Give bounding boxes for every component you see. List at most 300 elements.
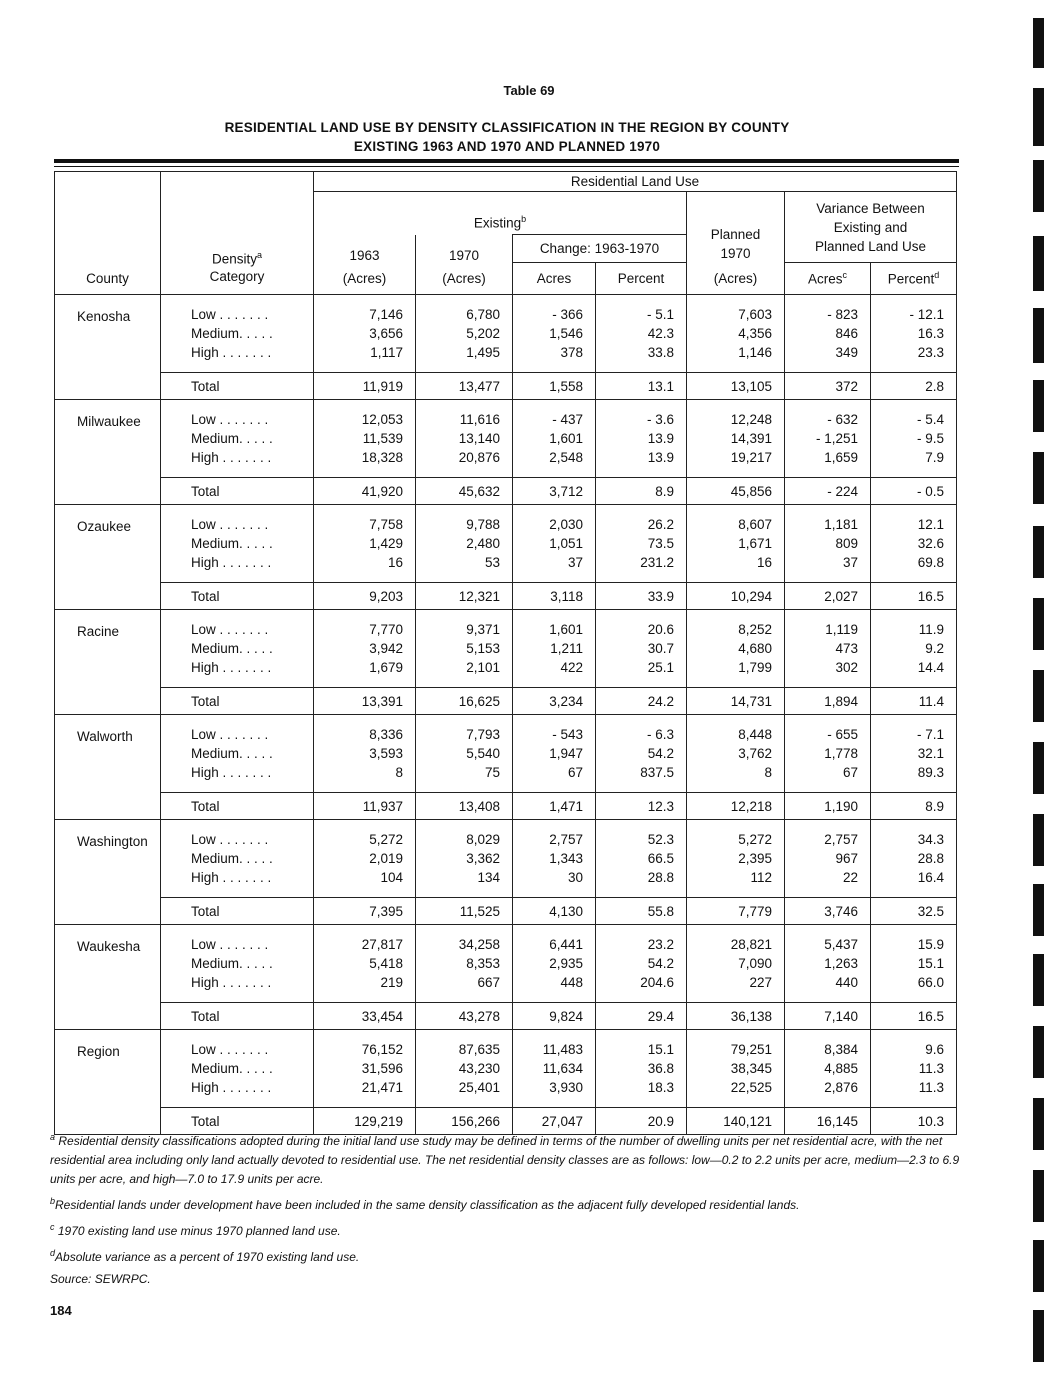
acres-1970: 8,353 <box>416 954 513 973</box>
density-category: Low . . . . . . . <box>161 725 314 744</box>
spacer-cell <box>513 400 596 411</box>
spacer-cell <box>871 400 957 411</box>
planned-1970: 3,762 <box>687 744 785 763</box>
total-acres-1963: 11,937 <box>314 793 416 820</box>
density-category: High . . . . . . . <box>161 658 314 677</box>
table-row <box>55 343 957 362</box>
spacer-cell <box>785 1030 871 1041</box>
acres-1970: 87,635 <box>416 1040 513 1059</box>
title-rule-thin <box>54 166 959 167</box>
spacer-cell <box>314 1097 416 1108</box>
variance-acres: 2,876 <box>785 1078 871 1097</box>
spacer-cell <box>785 1097 871 1108</box>
spacer-cell <box>871 362 957 373</box>
county-name: Walworth <box>55 725 161 820</box>
county-name: Kenosha <box>55 305 161 400</box>
acres-1970: 6,780 <box>416 305 513 324</box>
planned-1970: 19,217 <box>687 448 785 467</box>
edge-mark <box>1033 670 1044 722</box>
spacer-cell <box>314 572 416 583</box>
variance-acres: 349 <box>785 343 871 362</box>
spacer-cell <box>161 1097 314 1108</box>
spacer-cell <box>513 715 596 726</box>
spacer-cell <box>596 677 687 688</box>
total-change-percent: 55.8 <box>596 898 687 925</box>
footnote-a-text: Residential density classifications adopted during the initial land use study may be defined in terms of the number of dwelling units per net residential acre, with the net residential area including only land actually devoted to residential use. The net residential density classes are as follows: low—0.2 to 2.2 units per acre, medium—2.3 to 6.9 units per acre, and high—7.0 to 17.9 units per acre. <box>50 1134 960 1186</box>
total-acres-1970: 12,321 <box>416 583 513 610</box>
spacer-cell <box>785 992 871 1003</box>
edge-mark <box>1033 1098 1044 1150</box>
spacer-cell <box>55 400 161 411</box>
change-acres: - 366 <box>513 305 596 324</box>
acres-1963: 21,471 <box>314 1078 416 1097</box>
edge-mark <box>1033 1310 1044 1362</box>
acres-1963: 104 <box>314 868 416 887</box>
density-category: Low . . . . . . . <box>161 1040 314 1059</box>
spacer-cell <box>416 1097 513 1108</box>
total-planned-1970: 10,294 <box>687 583 785 610</box>
density-category: Medium. . . . . <box>161 954 314 973</box>
change-acres: 2,030 <box>513 515 596 534</box>
spacer-cell <box>871 505 957 516</box>
total-acres-1963: 9,203 <box>314 583 416 610</box>
variance-acres: - 823 <box>785 305 871 324</box>
footnote-c-text: 1970 existing land use minus 1970 planned land use. <box>57 1224 341 1238</box>
variance-acres: 1,263 <box>785 954 871 973</box>
change-acres: 11,634 <box>513 1059 596 1078</box>
total-acres-1970: 45,632 <box>416 478 513 505</box>
change-acres: 11,483 <box>513 1040 596 1059</box>
spacer-cell <box>161 467 314 478</box>
total-variance-percent: 32.5 <box>871 898 957 925</box>
change-percent: 13.9 <box>596 448 687 467</box>
planned-1970: 4,356 <box>687 324 785 343</box>
spacer-cell <box>314 1030 416 1041</box>
change-acres: 2,548 <box>513 448 596 467</box>
spacer-cell <box>687 572 785 583</box>
spacer-cell <box>314 677 416 688</box>
density-category: Medium. . . . . <box>161 849 314 868</box>
change-percent: - 6.3 <box>596 725 687 744</box>
change-acres: 30 <box>513 868 596 887</box>
spacer-cell <box>161 925 314 936</box>
acres-1963: 3,942 <box>314 639 416 658</box>
change-acres: 378 <box>513 343 596 362</box>
variance-acres: 846 <box>785 324 871 343</box>
variance-percent: - 9.5 <box>871 429 957 448</box>
total-planned-1970: 14,731 <box>687 688 785 715</box>
total-variance-acres: 2,027 <box>785 583 871 610</box>
change-acres: 1,343 <box>513 849 596 868</box>
acres-1963: 76,152 <box>314 1040 416 1059</box>
variance-percent: 15.1 <box>871 954 957 973</box>
total-variance-percent: 2.8 <box>871 373 957 400</box>
spacer-cell <box>513 925 596 936</box>
density-category: Low . . . . . . . <box>161 515 314 534</box>
total-variance-acres: 3,746 <box>785 898 871 925</box>
spacer-cell <box>687 467 785 478</box>
density-category: High . . . . . . . <box>161 448 314 467</box>
acres-1963: 5,272 <box>314 830 416 849</box>
change-acres: - 437 <box>513 410 596 429</box>
county-name: Racine <box>55 620 161 715</box>
county-name: Washington <box>55 830 161 925</box>
spacer-cell <box>596 362 687 373</box>
acres-1970: 1,495 <box>416 343 513 362</box>
variance-percent: 69.8 <box>871 553 957 572</box>
land-use-table <box>54 171 957 1135</box>
spacer-cell <box>687 1030 785 1041</box>
total-change-percent: 12.3 <box>596 793 687 820</box>
spacer-cell <box>596 467 687 478</box>
table-row <box>55 429 957 448</box>
planned-1970: 5,272 <box>687 830 785 849</box>
variance-percent: 14.4 <box>871 658 957 677</box>
total-label: Total <box>161 1108 314 1135</box>
spacer-cell <box>55 925 161 936</box>
footnote-a <box>50 1128 962 1189</box>
variance-acres: 1,659 <box>785 448 871 467</box>
spacer-cell <box>687 295 785 306</box>
table-row <box>55 448 957 467</box>
variance-percent: 89.3 <box>871 763 957 782</box>
spacer-cell <box>55 820 161 831</box>
header-category-label: Category <box>209 269 265 284</box>
planned-1970: 112 <box>687 868 785 887</box>
total-change-acres: 3,712 <box>513 478 596 505</box>
spacer-cell <box>785 505 871 516</box>
footnote-d-mark: d <box>934 270 940 281</box>
footnote-b <box>50 1192 962 1215</box>
variance-acres: 37 <box>785 553 871 572</box>
acres-1963: 5,418 <box>314 954 416 973</box>
change-acres: 67 <box>513 763 596 782</box>
spacer-cell <box>687 820 785 831</box>
spacer-cell <box>513 610 596 621</box>
county-name: Milwaukee <box>55 410 161 505</box>
change-percent: 25.1 <box>596 658 687 677</box>
total-label: Total <box>161 583 314 610</box>
spacer-cell <box>314 400 416 411</box>
header-existing <box>314 192 687 235</box>
total-change-percent: 20.9 <box>596 1108 687 1135</box>
change-acres: 2,935 <box>513 954 596 973</box>
spacer-cell <box>416 715 513 726</box>
density-category: High . . . . . . . <box>161 1078 314 1097</box>
change-acres: 422 <box>513 658 596 677</box>
header-1963-acres: (Acres) <box>314 263 416 295</box>
total-variance-percent: 16.5 <box>871 1003 957 1030</box>
acres-1963: 7,758 <box>314 515 416 534</box>
change-percent: 23.2 <box>596 935 687 954</box>
spacer-cell <box>687 677 785 688</box>
total-change-acres: 27,047 <box>513 1108 596 1135</box>
spacer-cell <box>871 677 957 688</box>
change-percent: 28.8 <box>596 868 687 887</box>
variance-percent: 32.6 <box>871 534 957 553</box>
spacer-cell <box>513 992 596 1003</box>
planned-1970: 16 <box>687 553 785 572</box>
acres-1970: 9,788 <box>416 515 513 534</box>
variance-percent: 28.8 <box>871 849 957 868</box>
spacer-cell <box>871 820 957 831</box>
total-acres-1970: 13,408 <box>416 793 513 820</box>
footnotes <box>50 1128 962 1292</box>
change-acres: 448 <box>513 973 596 992</box>
spacer-cell <box>785 400 871 411</box>
header-change-acres: Acres <box>513 263 596 295</box>
header-variance-percent <box>871 263 957 295</box>
spacer-cell <box>416 677 513 688</box>
header-1970-acres: (Acres) <box>416 263 513 295</box>
total-variance-acres: - 224 <box>785 478 871 505</box>
planned-1970: 22,525 <box>687 1078 785 1097</box>
spacer-cell <box>687 887 785 898</box>
total-planned-1970: 12,218 <box>687 793 785 820</box>
edge-mark <box>1033 1170 1044 1222</box>
edge-mark <box>1033 380 1044 432</box>
variance-acres: 2,757 <box>785 830 871 849</box>
variance-acres: - 1,251 <box>785 429 871 448</box>
planned-1970: 8,252 <box>687 620 785 639</box>
acres-1963: 2,019 <box>314 849 416 868</box>
table-row <box>55 305 957 324</box>
change-percent: 54.2 <box>596 744 687 763</box>
spacer-cell <box>513 1097 596 1108</box>
acres-1970: 3,362 <box>416 849 513 868</box>
variance-acres: 1,119 <box>785 620 871 639</box>
spacer-cell <box>416 400 513 411</box>
variance-percent: 23.3 <box>871 343 957 362</box>
acres-1963: 18,328 <box>314 448 416 467</box>
spacer-cell <box>416 572 513 583</box>
spacer-cell <box>416 295 513 306</box>
spacer-cell <box>314 782 416 793</box>
spacer-cell <box>513 677 596 688</box>
acres-1970: 9,371 <box>416 620 513 639</box>
edge-mark <box>1033 954 1044 1006</box>
spacer-cell <box>55 295 161 306</box>
total-change-acres: 9,824 <box>513 1003 596 1030</box>
planned-1970: 1,671 <box>687 534 785 553</box>
total-variance-percent: - 0.5 <box>871 478 957 505</box>
header-variance-acres <box>785 263 871 295</box>
spacer-cell <box>161 295 314 306</box>
total-planned-1970: 36,138 <box>687 1003 785 1030</box>
change-acres: 1,601 <box>513 429 596 448</box>
footnote-c-marker: c <box>50 1222 55 1232</box>
spacer-cell <box>596 505 687 516</box>
spacer-cell <box>596 295 687 306</box>
change-acres: 1,051 <box>513 534 596 553</box>
spacer-cell <box>596 715 687 726</box>
spacer-cell <box>687 400 785 411</box>
total-variance-percent: 10.3 <box>871 1108 957 1135</box>
change-percent: 66.5 <box>596 849 687 868</box>
edge-mark <box>1033 1240 1044 1292</box>
acres-1963: 8,336 <box>314 725 416 744</box>
total-row <box>55 898 957 925</box>
total-planned-1970: 7,779 <box>687 898 785 925</box>
footnote-d-marker: d <box>50 1248 56 1258</box>
footnote-c <box>50 1218 962 1241</box>
variance-percent: 11.9 <box>871 620 957 639</box>
planned-1970: 4,680 <box>687 639 785 658</box>
spacer-cell <box>416 992 513 1003</box>
table-row <box>55 868 957 887</box>
spacer-cell <box>785 782 871 793</box>
spacer-cell <box>596 1030 687 1041</box>
table-row <box>55 639 957 658</box>
total-acres-1963: 11,919 <box>314 373 416 400</box>
spacer-cell <box>513 782 596 793</box>
acres-1970: 7,793 <box>416 725 513 744</box>
spacer-cell <box>785 925 871 936</box>
header-1970-year: 1970 <box>416 235 513 263</box>
spacer-cell <box>513 295 596 306</box>
table-row <box>55 973 957 992</box>
county-name: Region <box>55 1040 161 1135</box>
spacer-cell <box>785 295 871 306</box>
footnote-b-marker: b <box>50 1196 56 1206</box>
spacer-cell <box>161 715 314 726</box>
change-percent: 15.1 <box>596 1040 687 1059</box>
change-percent: 20.6 <box>596 620 687 639</box>
spacer-cell <box>871 572 957 583</box>
spacer-cell <box>314 505 416 516</box>
change-percent: - 5.1 <box>596 305 687 324</box>
acres-1963: 7,146 <box>314 305 416 324</box>
variance-percent: - 5.4 <box>871 410 957 429</box>
change-percent: 837.5 <box>596 763 687 782</box>
spacer-cell <box>871 1097 957 1108</box>
planned-1970: 8,607 <box>687 515 785 534</box>
spacer-cell <box>55 610 161 621</box>
spacer-cell <box>687 610 785 621</box>
density-category: Medium. . . . . <box>161 534 314 553</box>
header-planned-acres: (Acres) <box>687 263 785 295</box>
spacer-cell <box>55 505 161 516</box>
spacer-cell <box>785 677 871 688</box>
change-acres: 37 <box>513 553 596 572</box>
density-category: High . . . . . . . <box>161 973 314 992</box>
spacer-cell <box>161 505 314 516</box>
spacer-cell <box>161 400 314 411</box>
spacer-cell <box>785 610 871 621</box>
spacer-cell <box>785 715 871 726</box>
spacer-cell <box>785 887 871 898</box>
variance-acres: 22 <box>785 868 871 887</box>
planned-1970: 2,395 <box>687 849 785 868</box>
spacer-cell <box>416 610 513 621</box>
density-category: Low . . . . . . . <box>161 305 314 324</box>
header-density-label: Density <box>211 251 257 266</box>
footnote-d-text: Absolute variance as a percent of 1970 existing land use. <box>55 1250 360 1264</box>
total-acres-1963: 33,454 <box>314 1003 416 1030</box>
spacer-cell <box>416 1030 513 1041</box>
spacer-cell <box>161 610 314 621</box>
variance-acres: 302 <box>785 658 871 677</box>
acres-1970: 11,616 <box>416 410 513 429</box>
variance-acres: 473 <box>785 639 871 658</box>
edge-mark <box>1033 814 1044 866</box>
variance-acres: 8,384 <box>785 1040 871 1059</box>
spacer-cell <box>513 887 596 898</box>
planned-1970: 7,090 <box>687 954 785 973</box>
planned-1970: 7,603 <box>687 305 785 324</box>
total-label: Total <box>161 898 314 925</box>
variance-percent: 16.3 <box>871 324 957 343</box>
variance-percent: 11.3 <box>871 1059 957 1078</box>
spacer-cell <box>314 887 416 898</box>
spacer-cell <box>416 362 513 373</box>
footnote-b-text: Residential lands under development have been included in the same density classification as the adjacent fully developed residential lands. <box>55 1198 800 1212</box>
change-percent: 13.9 <box>596 429 687 448</box>
spacer-cell <box>314 925 416 936</box>
change-percent: - 3.6 <box>596 410 687 429</box>
variance-percent: 16.4 <box>871 868 957 887</box>
table-row <box>55 954 957 973</box>
spacer-cell <box>687 1097 785 1108</box>
change-acres: 6,441 <box>513 935 596 954</box>
footnote-c-mark: c <box>842 270 847 281</box>
total-change-acres: 3,118 <box>513 583 596 610</box>
spacer-cell <box>161 992 314 1003</box>
acres-1963: 1,429 <box>314 534 416 553</box>
variance-percent: 15.9 <box>871 935 957 954</box>
table-title-line2: EXISTING 1963 AND 1970 AND PLANNED 1970 <box>353 139 661 154</box>
total-acres-1970: 13,477 <box>416 373 513 400</box>
footnote-b-mark: b <box>521 213 527 224</box>
change-percent: 26.2 <box>596 515 687 534</box>
table-row <box>55 410 957 429</box>
total-label: Total <box>161 478 314 505</box>
spacer-cell <box>687 715 785 726</box>
planned-1970: 1,799 <box>687 658 785 677</box>
header-planned <box>687 192 785 263</box>
total-row <box>55 583 957 610</box>
spacer-cell <box>55 715 161 726</box>
change-percent: 30.7 <box>596 639 687 658</box>
density-category: Low . . . . . . . <box>161 935 314 954</box>
variance-acres: 809 <box>785 534 871 553</box>
spacer-cell <box>314 295 416 306</box>
spacer-cell <box>314 992 416 1003</box>
spacer-cell <box>416 467 513 478</box>
variance-percent: 32.1 <box>871 744 957 763</box>
header-variance-line3: Planned Land Use <box>814 238 927 254</box>
acres-1970: 5,153 <box>416 639 513 658</box>
total-planned-1970: 13,105 <box>687 373 785 400</box>
edge-mark <box>1033 452 1044 504</box>
total-variance-acres: 1,190 <box>785 793 871 820</box>
change-acres: 2,757 <box>513 830 596 849</box>
planned-1970: 79,251 <box>687 1040 785 1059</box>
spacer-cell <box>596 1097 687 1108</box>
footnote-d <box>50 1244 962 1267</box>
edge-mark <box>1033 236 1044 291</box>
total-change-percent: 29.4 <box>596 1003 687 1030</box>
county-name: Ozaukee <box>55 515 161 610</box>
density-category: Medium. . . . . <box>161 639 314 658</box>
acres-1970: 43,230 <box>416 1059 513 1078</box>
spacer-cell <box>687 782 785 793</box>
header-change-percent: Percent <box>596 263 687 295</box>
header-density <box>161 172 314 295</box>
table-row <box>55 620 957 639</box>
source-note: Source: SEWRPC. <box>50 1272 151 1286</box>
variance-acres: - 655 <box>785 725 871 744</box>
